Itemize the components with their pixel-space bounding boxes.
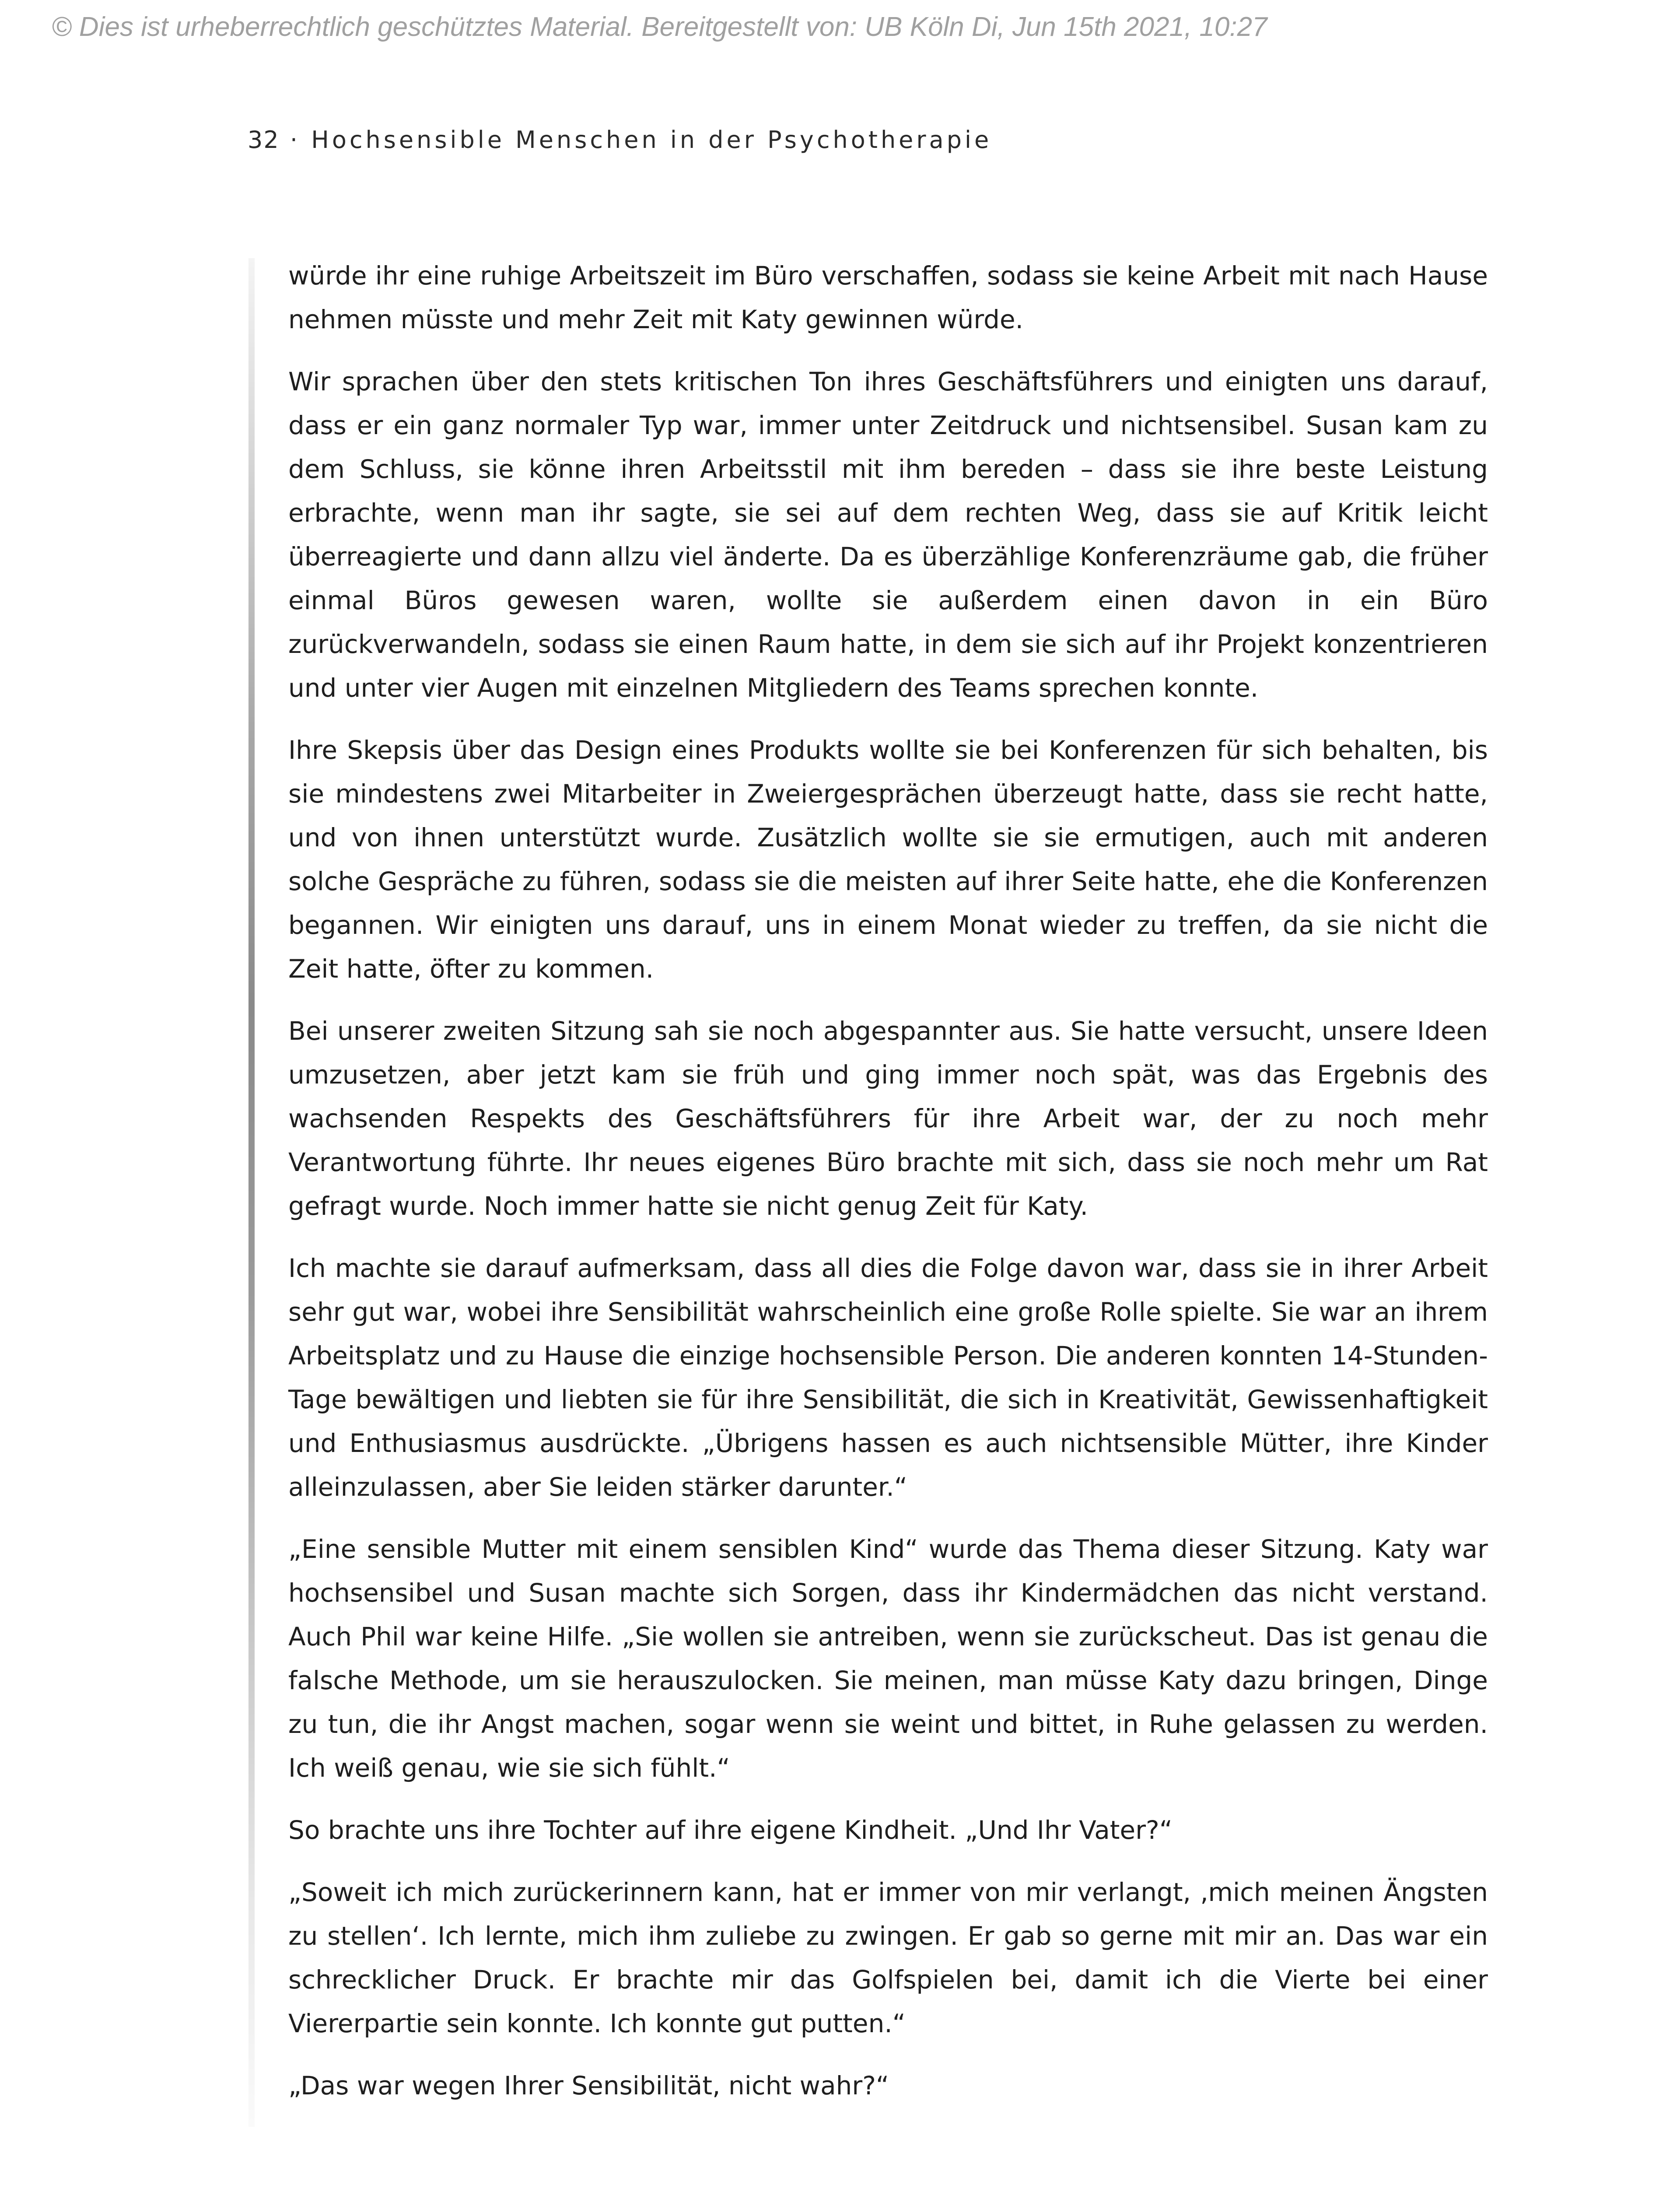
copyright-watermark: © Dies ist urheberrechtlich geschütztes Material. Bereitgestellt von: UB Köln Di, Jun 15th 2021, 10:27 bbox=[52, 12, 1267, 42]
body-text bbox=[288, 254, 1488, 2126]
page-number: 32 bbox=[248, 126, 280, 154]
paragraph: Ihre Skepsis über das Design eines Produkts wollte sie bei Konferenzen für sich behalten, bis sie mindestens zwei Mitarbeiter in Zweiergesprächen überzeugt hatte, dass sie recht hatte, und von ihnen unterstützt wurde. Zusätzlich wollte sie sie ermutigen, auch mit anderen solche Gespräche zu führen, sodass sie die meisten auf ihrer Seite hatte, ehe die Konferenzen begannen. Wir einigten uns darauf, uns in einem Monat wieder zu treffen, da sie nicht die Zeit hatte, öfter zu kommen. bbox=[288, 735, 1488, 984]
running-head-separator: · bbox=[279, 126, 312, 154]
paragraph: Bei unserer zweiten Sitzung sah sie noch abgespannter aus. Sie hatte versucht, unsere Ideen umzusetzen, aber jetzt kam sie früh und ging immer noch spät, was das Ergebnis des wachsenden Respekts des Geschäftsführers für ihre Arbeit war, der zu noch mehr Verantwortung führte. Ihr neues eigenes Büro brachte mit sich, dass sie noch mehr um Rat gefragt wurde. Noch immer hatte sie nicht genug Zeit für Katy. bbox=[288, 1016, 1488, 1221]
paragraph: „Das war wegen Ihrer Sensibilität, nicht wahr?“ bbox=[288, 2071, 889, 2100]
running-head-title: Hochsensible Menschen in der Psychotherapie bbox=[311, 126, 992, 154]
paragraph: „Soweit ich mich zurückerinnern kann, hat er immer von mir verlangt, ‚mich meinen Ängsten zu stellen‘. Ich lernte, mich ihm zuliebe zu zwingen. Er gab so gerne mit mir an. Das war ein schrecklicher Druck. Er brachte mir das Golfspielen bei, damit ich die Vierte bei einer Viererpartie sein konnte. Ich konnte gut putten.“ bbox=[288, 1877, 1488, 2038]
running-head bbox=[248, 126, 992, 154]
paragraph: Ich machte sie darauf aufmerksam, dass all dies die Folge davon war, dass sie in ihrer Arbeit sehr gut war, wobei ihre Sensibilität wahrscheinlich eine große Rolle spielte. Sie war an ihrem Arbeitsplatz und zu Hause die einzige hochsensible Person. Die anderen konnten 14-Stunden-Tage bewältigen und liebten sie für ihre Sensibilität, die sich in Kreativität, Gewissenhaftigkeit und Enthusiasmus ausdrückte. „Übrigens hassen es auch nichtsensible Mütter, ihre Kinder alleinzulassen, aber Sie leiden stärker darunter.“ bbox=[288, 1253, 1488, 1502]
paragraph: würde ihr eine ruhige Arbeitszeit im Büro verschaffen, sodass sie keine Arbeit mit nach Hause nehmen müsste und mehr Zeit mit Katy gewinnen würde. bbox=[288, 261, 1488, 334]
paragraph: „Eine sensible Mutter mit einem sensiblen Kind“ wurde das Thema dieser Sitzung. Katy war hochsensibel und Susan machte sich Sorgen, dass ihr Kindermädchen das nicht verstand. Auch Phil war keine Hilfe. „Sie wollen sie antreiben, wenn sie zurückscheut. Das ist genau die falsche Methode, um sie herauszulocken. Sie meinen, man müsse Katy dazu bringen, Dinge zu tun, die ihr Angst machen, sogar wenn sie weint und bittet, in Ruhe gelassen zu werden. Ich weiß genau, wie sie sich fühlt.“ bbox=[288, 1534, 1488, 1783]
paragraph: Wir sprachen über den stets kritischen Ton ihres Geschäftsführers und einigten uns darauf, dass er ein ganz normaler Typ war, immer unter Zeitdruck und nichtsensibel. Susan kam zu dem Schluss, sie könne ihren Arbeitsstil mit ihm bereden – dass sie ihre beste Leistung erbrachte, wenn man ihr sagte, sie sei auf dem rechten Weg, dass sie auf Kritik leicht überreagierte und dann allzu viel änderte. Da es überzählige Konferenzräume gab, die früher einmal Büros gewesen waren, wollte sie außerdem einen davon in ein Büro zurückverwandeln, sodass sie einen Raum hatte, in dem sie sich auf ihr Projekt konzentrieren und unter vier Augen mit einzelnen Mitgliedern des Teams sprechen konnte. bbox=[288, 367, 1488, 703]
paragraph: So brachte uns ihre Tochter auf ihre eigene Kindheit. „Und Ihr Vater?“ bbox=[288, 1815, 1172, 1845]
case-study-side-bar bbox=[248, 258, 255, 2127]
